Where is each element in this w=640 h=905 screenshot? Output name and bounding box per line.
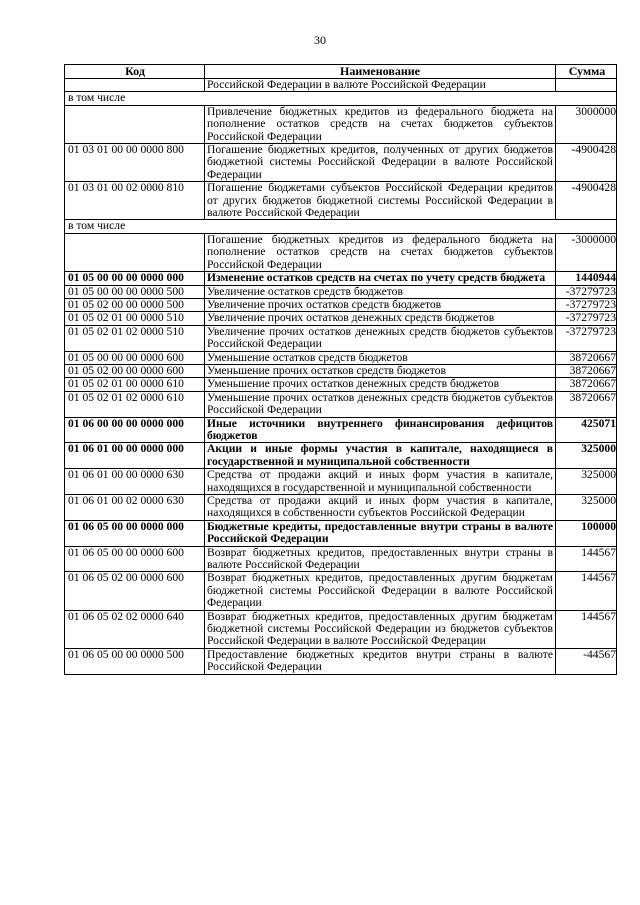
row-code: 01 06 05 00 00 0000 000	[65, 520, 205, 546]
header-name: Наименование	[205, 65, 556, 79]
row-name: Увеличение прочих остатков денежных средств бюджетов	[205, 312, 556, 325]
row-name: Увеличение прочих остатков средств бюджетов	[205, 298, 556, 311]
row-sum: 100000	[556, 520, 617, 546]
table-row	[65, 325, 617, 351]
row-code	[65, 233, 205, 271]
table-row	[65, 105, 617, 143]
table-row	[65, 220, 617, 233]
table-row	[65, 469, 617, 495]
row-sum: 1440944	[556, 272, 617, 285]
row-name: Уменьшение остатков средств бюджетов	[205, 351, 556, 364]
row-sum: -37279723	[556, 312, 617, 325]
row-name: Привлечение бюджетных кредитов из федерального бюджета на пополнение остатков средств на счетах бюджетов субъектов Российской Федерации	[205, 105, 556, 143]
row-name: Акции и иные формы участия в капитале, находящиеся в государственной и муниципальной собственности	[205, 443, 556, 469]
header-code: Код	[65, 65, 205, 79]
row-sum	[556, 79, 617, 92]
row-code: 01 06 01 00 00 0000 000	[65, 443, 205, 469]
row-sum: -37279723	[556, 325, 617, 351]
row-code: 01 06 01 00 00 0000 630	[65, 469, 205, 495]
row-sum: 425071	[556, 417, 617, 443]
header-sum: Сумма	[556, 65, 617, 79]
row-sum: 38720667	[556, 378, 617, 391]
row-sum: -44567	[556, 648, 617, 674]
row-name: Погашение бюджетных кредитов, полученных от других бюджетов бюджетной системы Российской Федерации в валюте Российской Федерации	[205, 144, 556, 182]
subgroup-label: в том числе	[65, 92, 617, 105]
table-row	[65, 546, 617, 572]
table-row	[65, 364, 617, 377]
table-row	[65, 417, 617, 443]
row-name: Российской Федерации в валюте Российской Федерации	[205, 79, 556, 92]
row-name: Возврат бюджетных кредитов, предоставленных другим бюджетам бюджетной системы Российской Федерации из бюджетов субъектов Российской Федерации в валюте Российской Федерации	[205, 610, 556, 648]
row-name: Погашение бюджетных кредитов из федерального бюджета на пополнение остатков средств на счетах бюджетов субъектов Российской Федерации	[205, 233, 556, 271]
table-row	[65, 144, 617, 182]
row-code: 01 05 02 00 00 0000 600	[65, 364, 205, 377]
row-sum: 144567	[556, 572, 617, 610]
table-row	[65, 233, 617, 271]
row-code: 01 03 01 00 02 0000 810	[65, 182, 205, 220]
table-row	[65, 495, 617, 521]
row-sum: 3000000	[556, 105, 617, 143]
row-sum: 325000	[556, 443, 617, 469]
row-sum: 38720667	[556, 391, 617, 417]
row-name: Уменьшение прочих остатков денежных средств бюджетов	[205, 378, 556, 391]
row-name: Изменение остатков средств на счетах по учету средств бюджета	[205, 272, 556, 285]
row-sum: 38720667	[556, 351, 617, 364]
row-name: Возврат бюджетных кредитов, предоставленных другим бюджетам бюджетной системы Российской Федерации в валюте Российской Федерации	[205, 572, 556, 610]
budget-sources-table	[64, 64, 617, 675]
row-sum: -37279723	[556, 285, 617, 298]
row-sum: -4900428	[556, 182, 617, 220]
row-code: 01 06 01 00 02 0000 630	[65, 495, 205, 521]
subgroup-label: в том числе	[65, 220, 617, 233]
row-sum: 144567	[556, 610, 617, 648]
row-code	[65, 105, 205, 143]
table-row	[65, 92, 617, 105]
row-name: Средства от продажи акций и иных форм участия в капитале, находящихся в собственности субъектов Российской Федерации	[205, 495, 556, 521]
row-name: Средства от продажи акций и иных форм участия в капитале, находящихся в государственной и муниципальной собственности	[205, 469, 556, 495]
table-row	[65, 572, 617, 610]
row-name: Увеличение прочих остатков денежных средств бюджетов субъектов Российской Федерации	[205, 325, 556, 351]
table-row	[65, 272, 617, 285]
row-code: 01 06 05 02 00 0000 600	[65, 572, 205, 610]
table-row	[65, 312, 617, 325]
row-name: Иные источники внутреннего финансирования дефицитов бюджетов	[205, 417, 556, 443]
row-name: Погашение бюджетами субъектов Российской Федерации кредитов от других бюджетов бюджетной системы Российской Федерации в валюте Российской Федерации	[205, 182, 556, 220]
row-code: 01 05 02 01 00 0000 610	[65, 378, 205, 391]
row-sum: 325000	[556, 495, 617, 521]
row-code: 01 05 00 00 00 0000 500	[65, 285, 205, 298]
row-code: 01 06 05 00 00 0000 600	[65, 546, 205, 572]
row-name: Увеличение остатков средств бюджетов	[205, 285, 556, 298]
row-code: 01 05 02 01 00 0000 510	[65, 312, 205, 325]
table-row	[65, 378, 617, 391]
row-code: 01 05 00 00 00 0000 600	[65, 351, 205, 364]
table-row	[65, 391, 617, 417]
row-name: Возврат бюджетных кредитов, предоставленных внутри страны в валюте Российской Федерации	[205, 546, 556, 572]
row-code: 01 03 01 00 00 0000 800	[65, 144, 205, 182]
table-row	[65, 610, 617, 648]
row-name: Уменьшение прочих остатков денежных средств бюджетов субъектов Российской Федерации	[205, 391, 556, 417]
table-row	[65, 351, 617, 364]
row-code: 01 05 02 01 02 0000 510	[65, 325, 205, 351]
row-code: 01 06 00 00 00 0000 000	[65, 417, 205, 443]
row-sum: -3000000	[556, 233, 617, 271]
table-row	[65, 298, 617, 311]
row-name: Бюджетные кредиты, предоставленные внутри страны в валюте Российской Федерации	[205, 520, 556, 546]
row-sum: 325000	[556, 469, 617, 495]
row-sum: -37279723	[556, 298, 617, 311]
row-code: 01 05 02 01 02 0000 610	[65, 391, 205, 417]
table-header-row	[65, 65, 617, 79]
table-row	[65, 79, 617, 92]
row-code: 01 06 05 00 00 0000 500	[65, 648, 205, 674]
row-code: 01 05 02 00 00 0000 500	[65, 298, 205, 311]
table-row	[65, 520, 617, 546]
table-row	[65, 182, 617, 220]
row-name: Предоставление бюджетных кредитов внутри страны в валюте Российской Федерации	[205, 648, 556, 674]
table-row	[65, 443, 617, 469]
row-code	[65, 79, 205, 92]
row-sum: -4900428	[556, 144, 617, 182]
table-row	[65, 285, 617, 298]
page-number: 30	[314, 33, 326, 47]
row-code: 01 05 00 00 00 0000 000	[65, 272, 205, 285]
row-sum: 38720667	[556, 364, 617, 377]
row-code: 01 06 05 02 02 0000 640	[65, 610, 205, 648]
row-name: Уменьшение прочих остатков средств бюджетов	[205, 364, 556, 377]
row-sum: 144567	[556, 546, 617, 572]
table-row	[65, 648, 617, 674]
